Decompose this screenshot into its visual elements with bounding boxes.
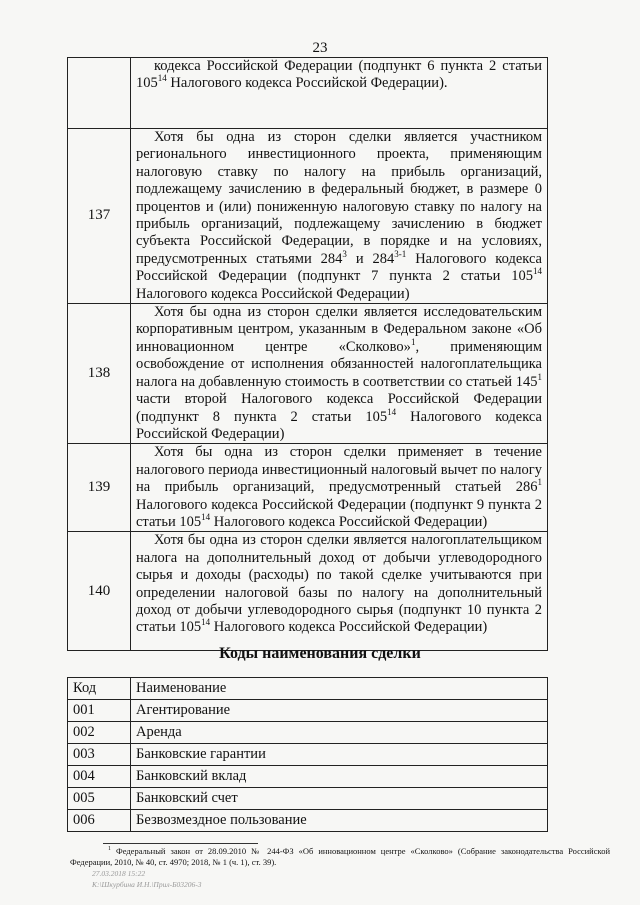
row-description: кодекса Российской Федерации (подпункт 6 пункта 2 статьи $105^{14}$ Налогового кодекса Российской Федерации). [131, 58, 548, 129]
table-row [68, 722, 548, 744]
section-title: Коды наименования сделки [219, 645, 421, 662]
name-cell: Аренда [131, 722, 548, 744]
table-row [68, 766, 548, 788]
code-cell: 002 [68, 722, 131, 744]
table-row [68, 788, 548, 810]
column-header-code: Код [68, 678, 131, 700]
table-row [68, 58, 548, 129]
row-description: Хотя бы одна из сторон сделки является участником регионального инвестиционного проекта, применяющим налоговую ставку по налогу на прибыль организаций, подлежащему зачислению в федеральный бюджет, в размере 0 процентов и (или) пониженную налоговую ставку по налогу на прибыль организаций, подлежащему зачислению в бюджет субъекта Российской Федерации, в порядке и на условиях, предусмотренных статьями $284^3$ и 284$^{3-1}$ Налогового кодекса Российской Федерации (подпункт 7 пункта 2 статьи $105^{14}$ Налогового кодекса Российской Федерации) [131, 129, 548, 304]
footnote-divider [103, 843, 258, 844]
file-path-stamp: К:\Шкурбина И.Н.\Прил-Б03206-3 [92, 880, 202, 889]
code-cell: 003 [68, 744, 131, 766]
row-description: Хотя бы одна из сторон сделки является налогоплательщиком налога на дополнительный доход от добычи углеводородного сырья и доходы (расходы) по такой сделке учитываются при определении налоговой базы по налогу на дополнительный доход от добычи углеводородного сырья (подпункт 10 пункта 2 статьи $105^{14}$ Налогового кодекса Российской Федерации) [131, 532, 548, 651]
name-cell: Банковский вклад [131, 766, 548, 788]
row-description: Хотя бы одна из сторон сделки применяет в течение налогового периода инвестиционный налоговый вычет по налогу на прибыль организаций, предусмотренный статьей $286^1$ Налогового кодекса Российской Федерации (подпункт 9 пункта 2 статьи $105^{14}$ Налогового кодекса Российской Федерации) [131, 444, 548, 532]
table-row [68, 304, 548, 444]
row-number: 139 [68, 444, 131, 532]
transaction-codes-table [67, 57, 548, 651]
table-row [68, 129, 548, 304]
page-number: 23 [312, 40, 328, 56]
row-number: 140 [68, 532, 131, 651]
row-number [68, 58, 131, 129]
table-row [68, 532, 548, 651]
code-cell: 006 [68, 810, 131, 832]
table-row [68, 810, 548, 832]
footnote-text: Федеральный закон от 28.09.2010 № 244-ФЗ «Об инновационном центре «Сколково» (Собрание законодательства Российской Федерации, 2010, № 40, ст. 4970; 2018, № 1 (ч. 1), ст. 39). [70, 846, 610, 867]
table-row [68, 444, 548, 532]
footnote-mark: 1 [108, 846, 111, 853]
table-row [68, 744, 548, 766]
name-cell: Агентирование [131, 700, 548, 722]
name-cell: Банковский счет [131, 788, 548, 810]
transaction-names-table [67, 677, 548, 832]
row-number: 138 [68, 304, 131, 444]
code-cell: 005 [68, 788, 131, 810]
name-cell: Безвозмездное пользование [131, 810, 548, 832]
name-cell: Банковские гарантии [131, 744, 548, 766]
row-description: Хотя бы одна из сторон сделки является исследовательским корпоративным центром, указанным в Федеральном законе «Об инновационном центре «Сколково»$^1$, применяющим освобождение от исполнения обязанностей налогоплательщика налога на добавленную стоимость в соответствии со статьей $145^1$ части второй Налогового кодекса Российской Федерации (подпункт 8 пункта 2 статьи $105^{14}$ Налогового кодекса Российской Федерации) [131, 304, 548, 444]
footnote [70, 846, 610, 868]
table-header-row [68, 678, 548, 700]
code-cell: 001 [68, 700, 131, 722]
table-row [68, 700, 548, 722]
column-header-name: Наименование [131, 678, 548, 700]
code-cell: 004 [68, 766, 131, 788]
row-number: 137 [68, 129, 131, 304]
print-timestamp: 27.03.2018 15:22 [92, 869, 146, 878]
